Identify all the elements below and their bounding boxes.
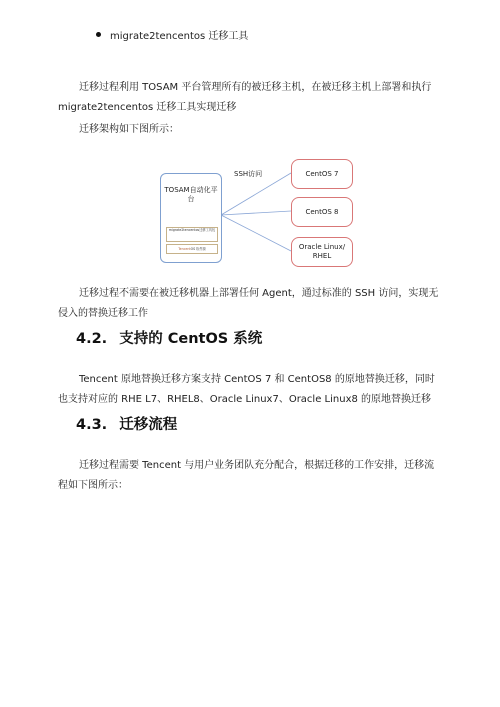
migrate-tool-box: migrate2tencentos迁移工具包 [166,227,218,242]
section-4-3-heading [76,416,177,434]
bullet-item [96,30,248,44]
target-oracle-rhel: Oracle Linux/ RHEL [291,237,353,267]
section-4-3-paragraph: 迁移过程需要 Tencent 与用户业务团队充分配合，根据迁移的工作安排，迁移流程如下图所示： [58,460,435,491]
architecture-caption: 迁移架构如下图所示： [79,124,179,135]
software-source-prefix: Tencent [178,247,191,251]
bullet-dot-icon [96,32,101,37]
section-4-2-paragraph: Tencent 原地替换迁移方案支持 CentOS 7 和 CentOS8 的原地替换迁移，同时也支持对应的 RHE L7、RHEL8、Oracle Linux7、Oracle Linux8 的原地替换迁移 [58,374,435,405]
software-source-suffix: OS 软件源 [190,247,206,251]
bullet-text: migrate2tencentos 迁移工具 [110,31,249,42]
section-4-3-number: 4.3. [76,417,108,433]
target-centos7: CentOS 7 [291,159,353,189]
tosam-platform-box [160,173,222,263]
software-source-box [166,244,218,254]
section-4-2-number: 4.2. [76,331,108,347]
connector-centos8 [221,211,291,215]
section-4-2-heading [76,330,262,348]
connector-centos7 [221,173,291,215]
intro-paragraph: 迁移过程利用 TOSAM 平台管理所有的被迁移主机，在被迁移主机上部署和执行 migrate2tencentos 迁移工具实现迁移 [58,82,432,113]
ssh-label: SSH访问 [234,170,263,178]
target-centos8: CentOS 8 [291,197,353,227]
after-diagram-paragraph: 迁移过程不需要在被迁移机器上部署任何 Agent，通过标准的 SSH 访问，实现无侵入的替换迁移工作 [58,288,439,319]
connector-oracle [221,215,291,251]
section-4-3-title: 迁移流程 [119,417,178,433]
architecture-diagram [150,155,365,275]
tosam-platform-title: TOSAM自动化平台 [164,186,218,203]
section-4-2-title: 支持的 CentOS 系统 [119,331,263,347]
